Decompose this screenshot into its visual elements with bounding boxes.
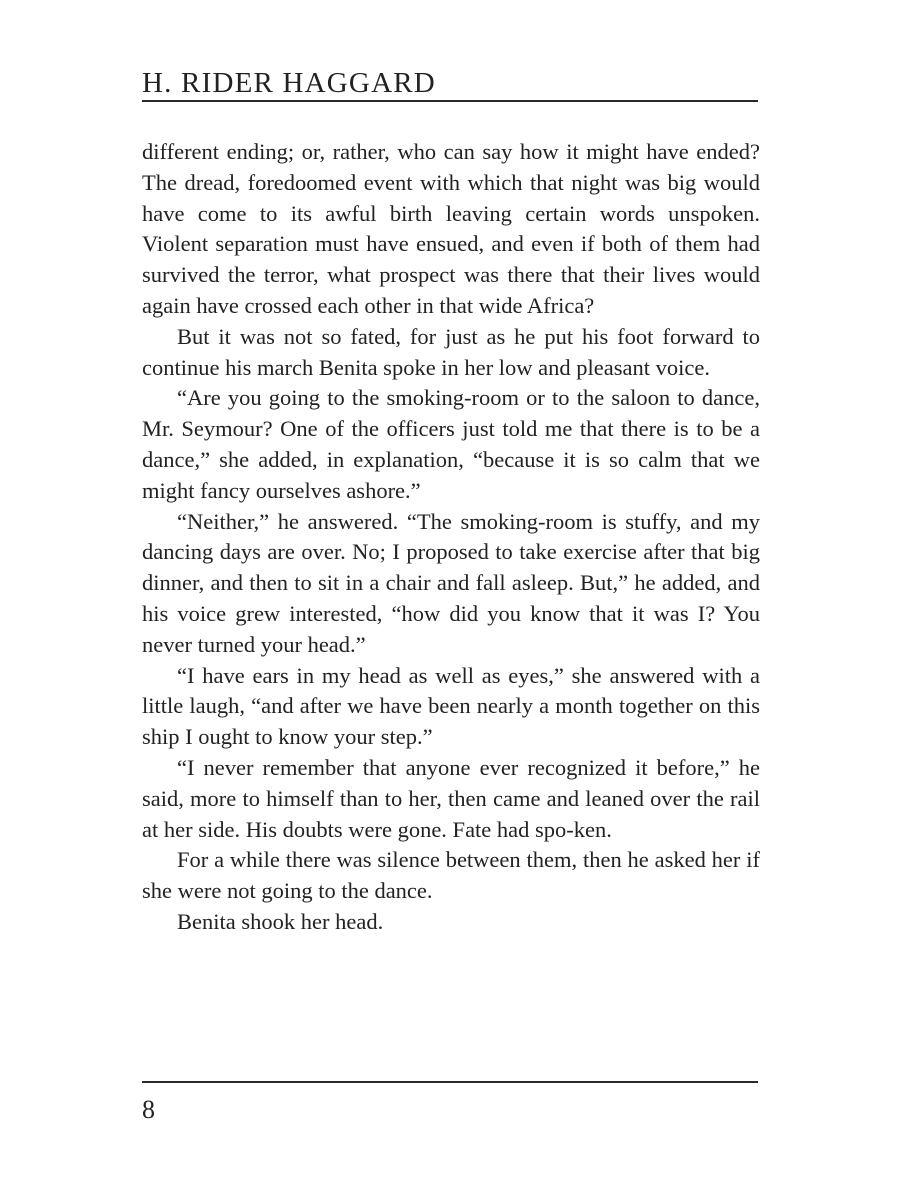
paragraph: For a while there was silence between them, then he asked her if she were not going to the dance.	[142, 847, 760, 904]
paragraph: “Are you going to the smoking-room or to the saloon to dance, Mr. Seymour? One of the officers just told me that there is to be a dance,” she added, in explanation, “because it is so calm that we might fancy ourselves ashore.”	[142, 385, 760, 503]
page-number: 8	[142, 1095, 155, 1124]
paragraph: But it was not so fated, for just as he put his foot forward to continue his march Benita spoke in her low and pleasant voice.	[142, 323, 760, 380]
paragraph: “I never remember that anyone ever recognized it before,” he said, more to himself than to her, then came and leaned over the rail at her side. His doubts were gone. Fate had spo-ken.	[142, 754, 760, 842]
header-rule	[142, 100, 758, 102]
body-text	[142, 137, 760, 938]
paragraph: “Neither,” he answered. “The smoking-room is stuffy, and my dancing days are over. No; I proposed to take exercise after that big dinner, and then to sit in a chair and fall asleep. But,” he added, and his voice grew interested, “how did you know that it was I? You never turned your head.”	[142, 508, 760, 657]
running-head: H. RIDER HAGGARD	[142, 67, 436, 99]
footer-rule	[142, 1081, 758, 1083]
paragraph: “I have ears in my head as well as eyes,” she answered with a little laugh, “and after we have been nearly a month together on this ship I ought to know your step.”	[142, 662, 760, 750]
paragraph: different ending; or, rather, who can say how it might have ended? The dread, foredoomed event with which that night was big would have come to its awful birth leaving certain words unspoken. Violent separation must have ensued, and even if both of them had survived the terror, what prospect was there that their lives would again have crossed each other in that wide Africa?	[142, 139, 760, 318]
paragraph: Benita shook her head.	[177, 908, 384, 934]
